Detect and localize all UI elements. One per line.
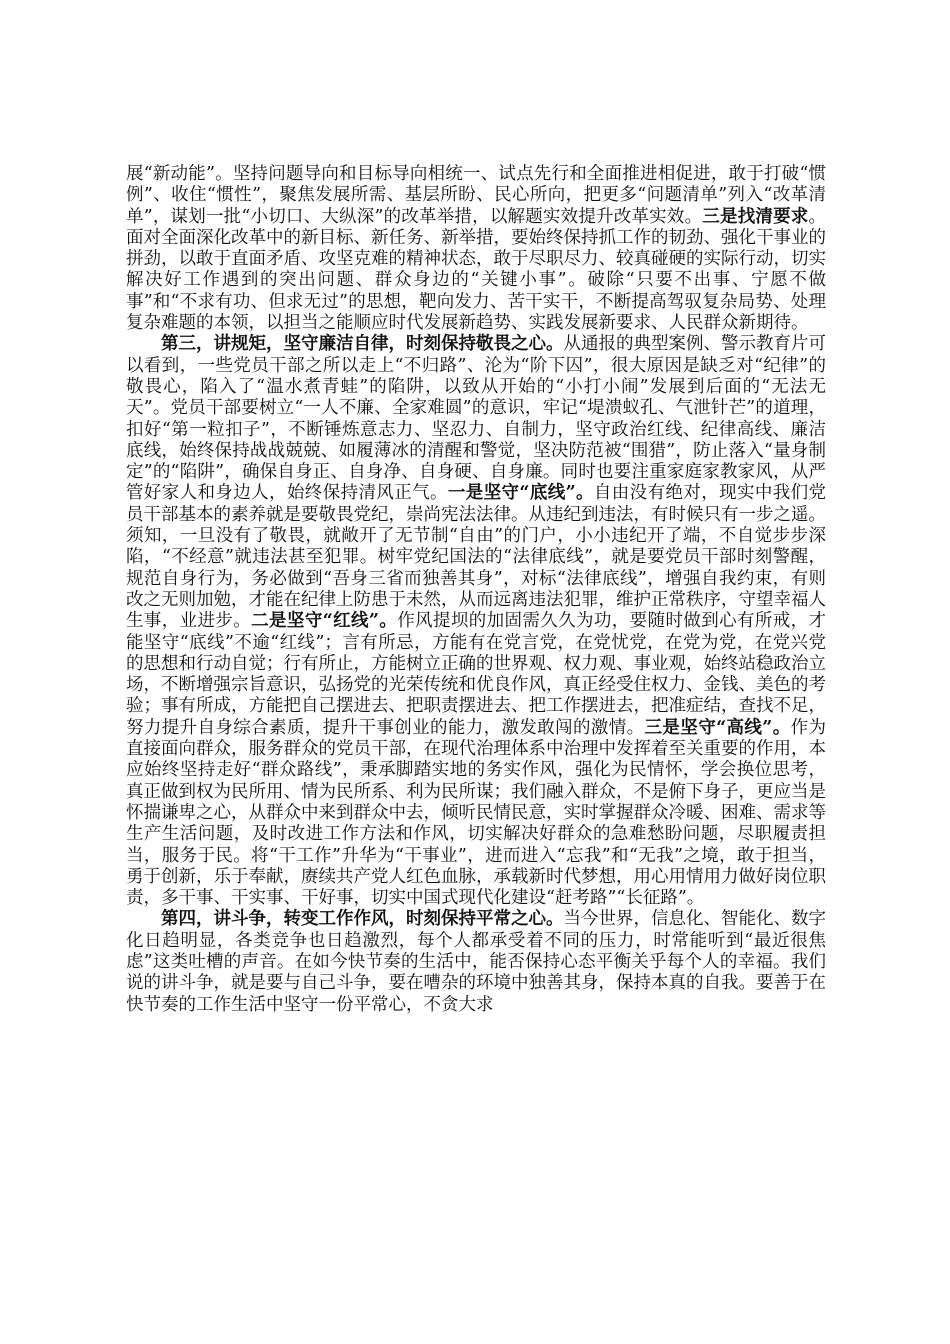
bold-heading-zhaoqing-yaoqiu: 三是找清要求 <box>702 206 809 227</box>
bold-heading-high-line: 三是坚守“高线”。 <box>644 717 791 738</box>
bold-heading-bottom-line: 一是坚守“底线”。 <box>447 483 594 504</box>
paragraph-section-four <box>126 909 826 1015</box>
document-page <box>126 164 826 1016</box>
paragraph-text: 展“新动能”。坚持问题导向和目标导向相统一、试点先行和全面推进相促进，敢于打破“惯例”、收住“惯性”，聚焦发展所需、基层所盼、民心所向，把更多“问题清单”列入“改革清单”，谋划一批“小切口、大纵深”的改革举措，以解题实效提升改革实效。 <box>126 164 826 227</box>
paragraph-section-three <box>126 334 826 909</box>
paragraph-text: 。面对全面深化改革中的新目标、新任务、新举措，要始终保持抓工作的韧劲、强化干事业的拼劲，以敢于直面矛盾、攻坚克难的精神状态，敢于尽职尽力、较真碰硬的实际行动，切实解决好工作遇到的突出问题、群众身边的“关键小事”。破除“只要不出事、宁愿不做事”和“不求有功、但求无过”的思想，靶向发力、苦干实干，不断提高驾驭复杂局势、处理复杂难题的本领，以担当之能顺应时代发展新趋势、实践发展新要求、人民群众新期待。 <box>126 206 827 334</box>
paragraph-reform-requirements <box>126 164 826 334</box>
paragraph-text: 自由没有绝对，现实中我们党员干部基本的素养就是要敬畏党纪，崇尚宪法法律。从违纪到违法，有时候只有一步之遥。须知，一旦没有了敬畏，就敞开了无节制“自由”的门户，小小违纪开了端，不自觉步步深陷，“不经意”就违法甚至犯罪。树牢党纪国法的“法律底线”，就是要党员干部时刻警醒，规范自身行为，务必做到“吾身三省而独善其身”，对标“法律底线”，增强自我约束，有则改之无则加勉，才能在纪律上防患于未然，从而远离违法犯罪，维护正常秩序，守望幸福人生事，业进步。 <box>126 483 826 632</box>
paragraph-text: 作为直接面向群众，服务群众的党员干部，在现代治理体系中治理中发挥着至关重要的作用，本应始终坚持走好“群众路线”，秉承脚踏实地的务实作风，强化为民情怀，学会换位思考，真正做到权为民所用、情为民所系、利为民所谋；我们融入群众，不是俯下身子，更应当是怀揣谦卑之心，从群众中来到群众中去，倾听民情民意，实时掌握群众冷暖、困难、需求等生产生活问题，及时改进工作方法和作风，切实解决好群众的急难愁盼问题，尽职履责担当，服务于民。将“干工作”升华为“干事业”，进而进入“忘我”和“无我”之境，敢于担当，勇于创新，乐于奉献，赓续共产党人红色血脉，承载新时代梦想，用心用情用力做好岗位职责，多干事、干实事、干好事，切实中国式现代化建设“赶考路”“长征路”。 <box>126 717 826 909</box>
paragraph-text: 作风提坝的加固需久久为功，要随时做到心有所戒，才能坚守“底线”不逾“红线”；言有所忌，方能有在党言党，在党忧党，在党为党，在党兴党的思想和行动自觉；行有所止，方能树立正确的世界观、权力观、事业观，始终站稳政治立场，不断增强宗旨意识，弘扬党的光荣传统和优良作风，真正经受住权力、金钱、美色的考验；事有所成，方能把自己摆进去、把职责摆进去、把工作摆进去，把准症结，查找不足，努力提升自身综合素质，提升干事创业的能力，激发敢闯的激情。 <box>126 611 826 738</box>
bold-heading-red-line: 二是坚守“红线”。 <box>251 611 398 632</box>
paragraph-text: 当今世界，信息化、智能化、数字化日趋明显，各类竞争也日趋激烈，每个人都承受着不同的压力，时常能听到“最近很焦虑”这类吐槽的声音。在如今快节奏的生活中，能否保持心态平衡关乎每个人的幸福。我们说的讲斗争，就是要与自己斗争，要在嘈杂的环境中独善其身，保持本真的自我。要善于在快节奏的工作生活中坚守一份平常心，不贪大求 <box>126 909 826 1015</box>
section-heading-three: 第三，讲规矩，坚守廉洁自律，时刻保持敬畏之心。 <box>161 334 564 355</box>
paragraph-text: 从通报的典型案例、警示教育片可以看到，一些党员干部之所以走上“不归路”、沦为“阶下囚”，很大原因是缺乏对“纪律”的敬畏心，陷入了“温水煮青蛙”的陷阱，以致从开始的“小打小闹”发展到后面的“无法无天”。党员干部要树立“一人不廉、全家难圆”的意识，牢记“堤溃蚁孔、气泄针芒”的道理，扣好“第一粒扣子”，不断锤炼意志力、坚忍力、自制力，坚守政治红线、纪律高线、廉洁底线，始终保持战战兢兢、如履薄冰的清醒和警觉，坚决防范被“围猎”，防止落入“量身制定”的“陷阱”，确保自身正、自身净、自身硬、自身廉。同时也要注重家庭家教家风，从严管好家人和身边人，始终保持清风正气。 <box>126 334 826 504</box>
section-heading-four: 第四，讲斗争，转变工作作风，时刻保持平常之心。 <box>161 909 564 930</box>
